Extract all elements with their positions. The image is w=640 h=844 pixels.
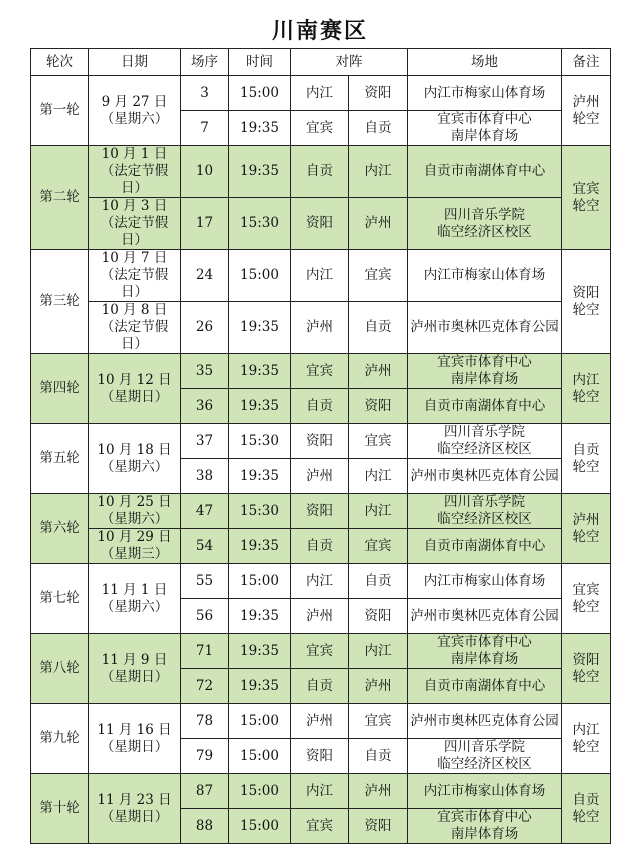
date-cell: 10 月 29 日 （星期三） [89,529,181,564]
header-venue: 场地 [408,49,562,76]
venue-cell: 宜宾市体育中心 南岸体育场 [408,354,562,389]
venue-cell: 四川音乐学院 临空经济区校区 [408,198,562,250]
note-cell: 内江 轮空 [562,704,611,774]
away-team-cell: 泸州 [349,198,408,250]
venue-cell: 内江市梅家山体育场 [408,76,562,111]
away-team-cell: 自贡 [349,111,408,146]
match-no-cell: 37 [181,424,229,459]
time-cell: 19:35 [229,146,291,198]
venue-cell: 自贡市南湖体育中心 [408,389,562,424]
table-row [31,424,611,459]
date-cell: 10 月 25 日 （星期六） [89,494,181,529]
match-no-cell: 47 [181,494,229,529]
note-cell: 宜宾 轮空 [562,564,611,634]
table-row [31,494,611,529]
home-team-cell: 泸州 [291,459,349,494]
match-no-cell: 26 [181,302,229,354]
round-cell: 第三轮 [31,250,89,354]
table-row [31,529,611,564]
venue-cell: 宜宾市体育中心 南岸体育场 [408,809,562,844]
home-team-cell: 资阳 [291,198,349,250]
home-team-cell: 内江 [291,564,349,599]
home-team-cell: 宜宾 [291,809,349,844]
venue-cell: 自贡市南湖体育中心 [408,146,562,198]
match-no-cell: 7 [181,111,229,146]
date-cell: 10 月 8 日 （法定节假日） [89,302,181,354]
match-no-cell: 36 [181,389,229,424]
time-cell: 19:35 [229,669,291,704]
venue-cell: 四川音乐学院 临空经济区校区 [408,494,562,529]
date-cell: 11 月 23 日 （星期日） [89,774,181,844]
time-cell: 19:35 [229,529,291,564]
venue-cell: 四川音乐学院 临空经济区校区 [408,424,562,459]
header-match-no: 场序 [181,49,229,76]
date-cell: 10 月 12 日 （星期日） [89,354,181,424]
note-cell: 自贡 轮空 [562,424,611,494]
schedule-body [31,76,611,844]
table-row [31,704,611,739]
time-cell: 15:00 [229,76,291,111]
home-team-cell: 资阳 [291,739,349,774]
round-cell: 第八轮 [31,634,89,704]
away-team-cell: 自贡 [349,564,408,599]
match-no-cell: 54 [181,529,229,564]
table-row [31,354,611,389]
venue-cell: 宜宾市体育中心 南岸体育场 [408,111,562,146]
away-team-cell: 泸州 [349,354,408,389]
venue-cell: 内江市梅家山体育场 [408,564,562,599]
round-cell: 第六轮 [31,494,89,564]
date-cell: 10 月 1 日 （法定节假日） [89,146,181,198]
time-cell: 19:35 [229,599,291,634]
header-round: 轮次 [31,49,89,76]
away-team-cell: 资阳 [349,76,408,111]
away-team-cell: 泸州 [349,774,408,809]
home-team-cell: 自贡 [291,529,349,564]
away-team-cell: 内江 [349,146,408,198]
home-team-cell: 内江 [291,774,349,809]
venue-cell: 四川音乐学院 临空经济区校区 [408,739,562,774]
time-cell: 19:35 [229,354,291,389]
time-cell: 19:35 [229,459,291,494]
table-row [31,198,611,250]
table-row [31,146,611,198]
table-row [31,302,611,354]
venue-cell: 泸州市奥林匹克体育公园 [408,302,562,354]
table-row [31,250,611,302]
venue-cell: 宜宾市体育中心 南岸体育场 [408,634,562,669]
away-team-cell: 资阳 [349,389,408,424]
date-cell: 11 月 16 日 （星期日） [89,704,181,774]
match-no-cell: 78 [181,704,229,739]
home-team-cell: 内江 [291,250,349,302]
venue-cell: 内江市梅家山体育场 [408,250,562,302]
round-cell: 第四轮 [31,354,89,424]
page-title: 川南赛区 [271,18,368,44]
venue-cell: 自贡市南湖体育中心 [408,669,562,704]
time-cell: 15:00 [229,250,291,302]
round-cell: 第九轮 [31,704,89,774]
match-no-cell: 10 [181,146,229,198]
away-team-cell: 内江 [349,494,408,529]
round-cell: 第十轮 [31,774,89,844]
note-cell: 资阳 轮空 [562,634,611,704]
venue-cell: 泸州市奥林匹克体育公园 [408,459,562,494]
home-team-cell: 泸州 [291,302,349,354]
date-cell: 11 月 1 日 （星期六） [89,564,181,634]
header-matchup: 对阵 [291,49,408,76]
date-cell: 10 月 7 日 （法定节假日） [89,250,181,302]
schedule-table [30,48,611,844]
home-team-cell: 泸州 [291,704,349,739]
match-no-cell: 55 [181,564,229,599]
match-no-cell: 72 [181,669,229,704]
venue-cell: 自贡市南湖体育中心 [408,529,562,564]
date-cell: 9 月 27 日 （星期六） [89,76,181,146]
home-team-cell: 资阳 [291,494,349,529]
venue-cell: 泸州市奥林匹克体育公园 [408,599,562,634]
home-team-cell: 自贡 [291,669,349,704]
home-team-cell: 宜宾 [291,634,349,669]
away-team-cell: 内江 [349,459,408,494]
time-cell: 19:35 [229,389,291,424]
match-no-cell: 87 [181,774,229,809]
away-team-cell: 宜宾 [349,529,408,564]
date-cell: 10 月 3 日 （法定节假日） [89,198,181,250]
time-cell: 15:00 [229,739,291,774]
round-cell: 第五轮 [31,424,89,494]
time-cell: 15:00 [229,809,291,844]
venue-cell: 泸州市奥林匹克体育公园 [408,704,562,739]
away-team-cell: 宜宾 [349,704,408,739]
note-cell: 资阳 轮空 [562,250,611,354]
round-cell: 第二轮 [31,146,89,250]
note-cell: 泸州 轮空 [562,494,611,564]
time-cell: 19:35 [229,302,291,354]
away-team-cell: 宜宾 [349,250,408,302]
home-team-cell: 宜宾 [291,111,349,146]
table-row [31,564,611,599]
match-no-cell: 88 [181,809,229,844]
match-no-cell: 17 [181,198,229,250]
time-cell: 15:00 [229,704,291,739]
home-team-cell: 宜宾 [291,354,349,389]
note-cell: 宜宾 轮空 [562,146,611,250]
away-team-cell: 宜宾 [349,424,408,459]
time-cell: 19:35 [229,634,291,669]
table-row [31,76,611,111]
header-row [31,49,611,76]
time-cell: 15:30 [229,494,291,529]
match-no-cell: 35 [181,354,229,389]
time-cell: 15:00 [229,774,291,809]
header-time: 时间 [229,49,291,76]
home-team-cell: 资阳 [291,424,349,459]
match-no-cell: 71 [181,634,229,669]
time-cell: 19:35 [229,111,291,146]
match-no-cell: 79 [181,739,229,774]
time-cell: 15:30 [229,424,291,459]
round-cell: 第七轮 [31,564,89,634]
match-no-cell: 38 [181,459,229,494]
home-team-cell: 内江 [291,76,349,111]
match-no-cell: 56 [181,599,229,634]
away-team-cell: 自贡 [349,302,408,354]
home-team-cell: 泸州 [291,599,349,634]
date-cell: 10 月 18 日 （星期六） [89,424,181,494]
away-team-cell: 资阳 [349,809,408,844]
note-cell: 泸州 轮空 [562,76,611,146]
home-team-cell: 自贡 [291,146,349,198]
table-row [31,634,611,669]
match-no-cell: 3 [181,76,229,111]
table-row [31,774,611,809]
away-team-cell: 内江 [349,634,408,669]
away-team-cell: 资阳 [349,599,408,634]
note-cell: 自贡 轮空 [562,774,611,844]
time-cell: 15:00 [229,564,291,599]
header-note: 备注 [562,49,611,76]
venue-cell: 内江市梅家山体育场 [408,774,562,809]
round-cell: 第一轮 [31,76,89,146]
note-cell: 内江 轮空 [562,354,611,424]
date-cell: 11 月 9 日 （星期日） [89,634,181,704]
header-date: 日期 [89,49,181,76]
home-team-cell: 自贡 [291,389,349,424]
away-team-cell: 自贡 [349,739,408,774]
time-cell: 15:30 [229,198,291,250]
match-no-cell: 24 [181,250,229,302]
away-team-cell: 泸州 [349,669,408,704]
